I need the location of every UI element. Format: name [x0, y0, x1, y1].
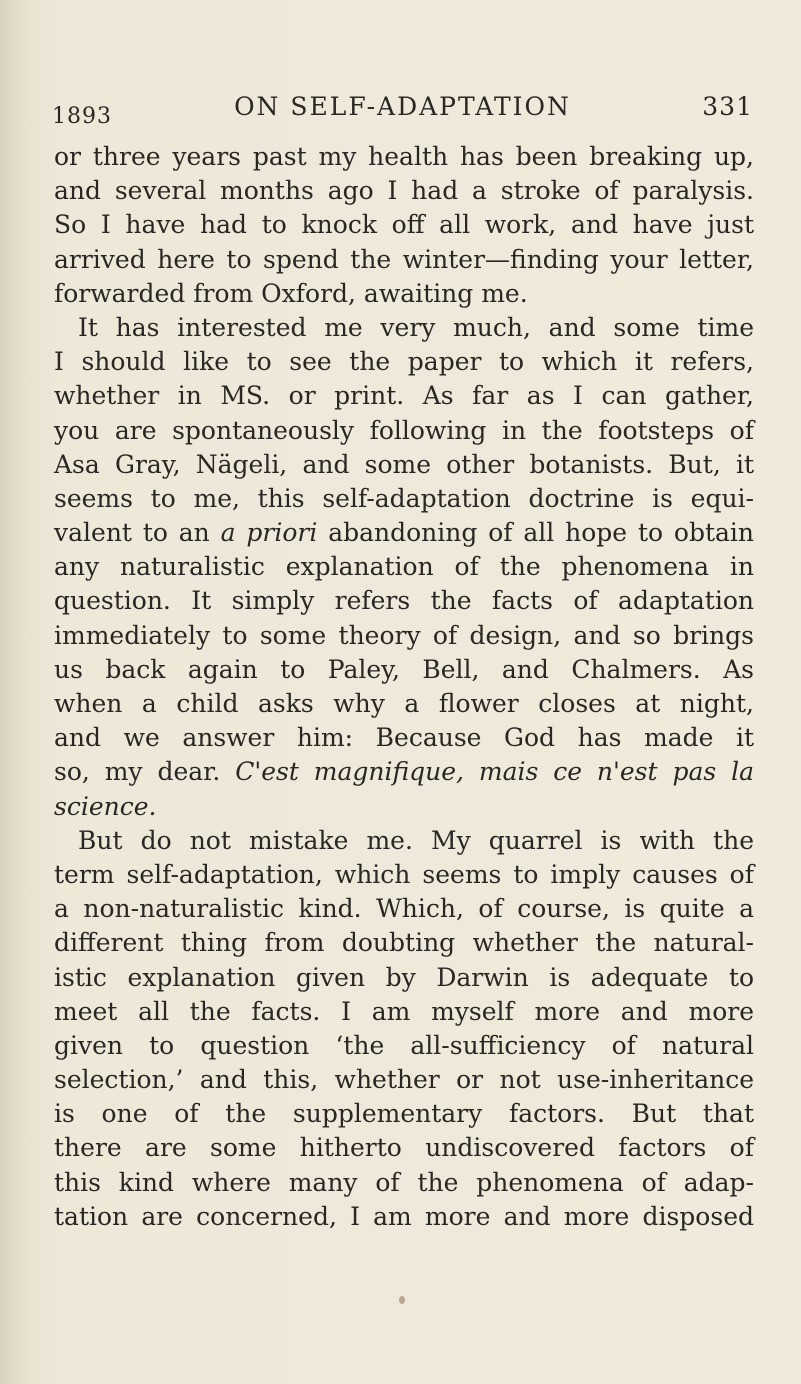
text-line: or three years past my health has been breaking up,	[54, 142, 754, 171]
header-year: 1893	[52, 104, 112, 129]
running-title: ON SELF-ADAPTATION	[234, 92, 571, 121]
text-line: istic explanation given by Darwin is adequate to	[54, 962, 754, 992]
text-segment: valent to an	[54, 518, 221, 548]
text-line: given to question ‘the all-sufficiency of natural	[54, 1030, 754, 1060]
text-line: this kind where many of the phenomena of adap-	[54, 1167, 754, 1197]
text-line: different thing from doubting whether the natural-	[54, 928, 754, 958]
text-line: arrived here to spend the winter—finding your letter,	[54, 244, 754, 274]
text-line: selection,’ and this, whether or not use-inheritance	[54, 1065, 754, 1095]
text-line: any naturalistic explanation of the phenomena in	[54, 552, 754, 582]
text-line: Asa Gray, Nägeli, and some other botanists. But, it	[54, 449, 754, 479]
text-line: meet all the facts. I am myself more and more	[54, 996, 754, 1026]
text-line: immediately to some theory of design, and so brings	[54, 620, 754, 650]
text-line: But do not mistake me. My quarrel is with the	[78, 825, 754, 855]
text-line: is one of the supplementary factors. But that	[54, 1099, 754, 1129]
italic-phrase: C'est magnifique, mais ce n'est pas la	[235, 757, 754, 787]
text-line: forwarded from Oxford, awaiting me.	[54, 278, 528, 308]
text-line: I should like to see the paper to which it refers,	[54, 347, 754, 377]
text-line: you are spontaneously following in the footsteps of	[54, 415, 754, 445]
text-line: and several months ago I had a stroke of paralysis.	[54, 176, 754, 206]
text-line: there are some hitherto undiscovered factors of	[54, 1133, 754, 1163]
text-line: It has interested me very much, and some time	[78, 312, 754, 342]
text-line: when a child asks why a flower closes at night,	[54, 689, 754, 718]
text-line	[54, 516, 754, 550]
text-line: a non-naturalistic kind. Which, of course, is quite a	[54, 894, 754, 924]
page-number: 331	[702, 92, 753, 121]
text-segment: abandoning of all hope to obtain	[317, 518, 754, 548]
text-line: and we answer him: Because God has made it	[54, 723, 754, 753]
text-line: question. It simply refers the facts of adaptation	[54, 586, 754, 616]
ink-speck	[399, 1296, 405, 1304]
body-text	[54, 140, 754, 1234]
text-line: seems to me, this self-adaptation doctrine is equi-	[54, 483, 754, 513]
text-line	[54, 755, 754, 789]
text-line: tation are concerned, I am more and more disposed	[54, 1201, 754, 1231]
text-line: us back again to Paley, Bell, and Chalmers. As	[54, 654, 754, 684]
text-segment: so, my dear.	[54, 757, 236, 787]
italic-phrase: a priori	[220, 518, 318, 548]
text-line: science.	[54, 791, 157, 821]
text-line: term self-adaptation, which seems to imply causes of	[54, 859, 754, 889]
text-line: whether in MS. or print. As far as I can gather,	[54, 381, 754, 411]
text-line: So I have had to knock off all work, and have just	[54, 210, 754, 240]
page-header	[52, 92, 753, 132]
